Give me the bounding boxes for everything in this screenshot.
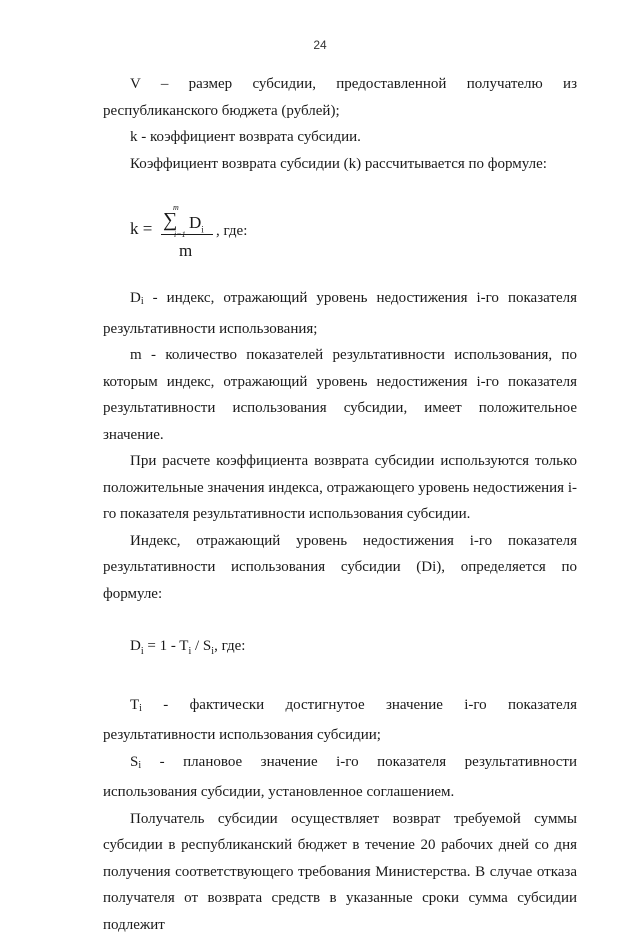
symbol-t: T bbox=[130, 697, 139, 713]
formula-di-d: D bbox=[130, 638, 141, 654]
formula-k-lhs: k = bbox=[130, 216, 152, 243]
paragraph-si-text: - плановое значение i-го показателя результативности использования субсидии, установленное соглашением. bbox=[103, 754, 577, 801]
formula-k-sigma: ∑ bbox=[163, 207, 177, 234]
formula-k-tail: , где: bbox=[216, 218, 247, 245]
paragraph-ti-definition bbox=[103, 692, 577, 749]
paragraph-di-text: - индекс, отражающий уровень недостижения i-го показателя результативности использования; bbox=[103, 290, 577, 337]
paragraph-di-formula-intro: Индекс, отражающий уровень недостижения i-го показателя результативности использования субсидии (Di), определяется по формуле: bbox=[103, 528, 577, 608]
formula-di-d-sub: i bbox=[141, 646, 144, 657]
formula-di-mid: = 1 - T bbox=[144, 638, 189, 654]
formula-di-tail: , где: bbox=[214, 638, 245, 654]
formula-k bbox=[130, 199, 310, 259]
symbol-s: S bbox=[130, 754, 138, 770]
symbol-t-sub: i bbox=[139, 703, 142, 714]
paragraph-si-definition bbox=[103, 749, 577, 806]
symbol-d-sub: i bbox=[141, 296, 144, 307]
formula-di-t-sub: i bbox=[188, 646, 191, 657]
page-number: 24 bbox=[0, 38, 640, 52]
formula-di bbox=[103, 633, 577, 666]
paragraph-ti-text: - фактически достигнутое значение i-го показателя результативности использования субсидии; bbox=[103, 697, 577, 744]
paragraph-v-definition: V – размер субсидии, предоставленной получателю из республиканского бюджета (рублей); bbox=[103, 71, 577, 124]
spacer bbox=[103, 607, 577, 633]
paragraph-k-formula-intro: Коэффициент возврата субсидии (k) рассчитывается по формуле: bbox=[103, 151, 577, 178]
formula-di-slash: / S bbox=[191, 638, 211, 654]
formula-k-sum-upper: m bbox=[173, 195, 179, 222]
body-text bbox=[103, 71, 577, 938]
paragraph-return-procedure: Получатель субсидии осуществляет возврат требуемой суммы субсидии в республиканский бюджет в течение 20 рабочих дней со дня получения соответствующего требования Министерства. В случае отказа получателя от возврата средств в указанные сроки сумма субсидии подлежит bbox=[103, 806, 577, 938]
symbol-d: D bbox=[130, 290, 141, 306]
spacer bbox=[103, 666, 577, 692]
paragraph-m-definition: m - количество показателей результативности использования, по которым индекс, отражающий уровень недостижения i-го показателя результативности использования субсидии, имеет положительное значение. bbox=[103, 342, 577, 448]
symbol-s-sub: i bbox=[138, 760, 141, 771]
formula-di-s-sub: i bbox=[211, 646, 214, 657]
paragraph-di-definition bbox=[103, 285, 577, 342]
paragraph-positive-values: При расчете коэффициента возврата субсидии используются только положительные значения индекса, отражающего уровень недостижения i-го показателя результативности использования субсидии. bbox=[103, 448, 577, 528]
formula-k-numerator bbox=[161, 199, 213, 229]
formula-k-denominator: m bbox=[179, 238, 192, 265]
formula-k-block bbox=[103, 177, 577, 285]
paragraph-k-definition: k - коэффициент возврата субсидии. bbox=[103, 124, 577, 151]
formula-k-fraction-bar bbox=[161, 234, 213, 235]
formula-k-term-letter: D bbox=[189, 213, 201, 232]
formula-k-term-sub: i bbox=[201, 224, 204, 234]
